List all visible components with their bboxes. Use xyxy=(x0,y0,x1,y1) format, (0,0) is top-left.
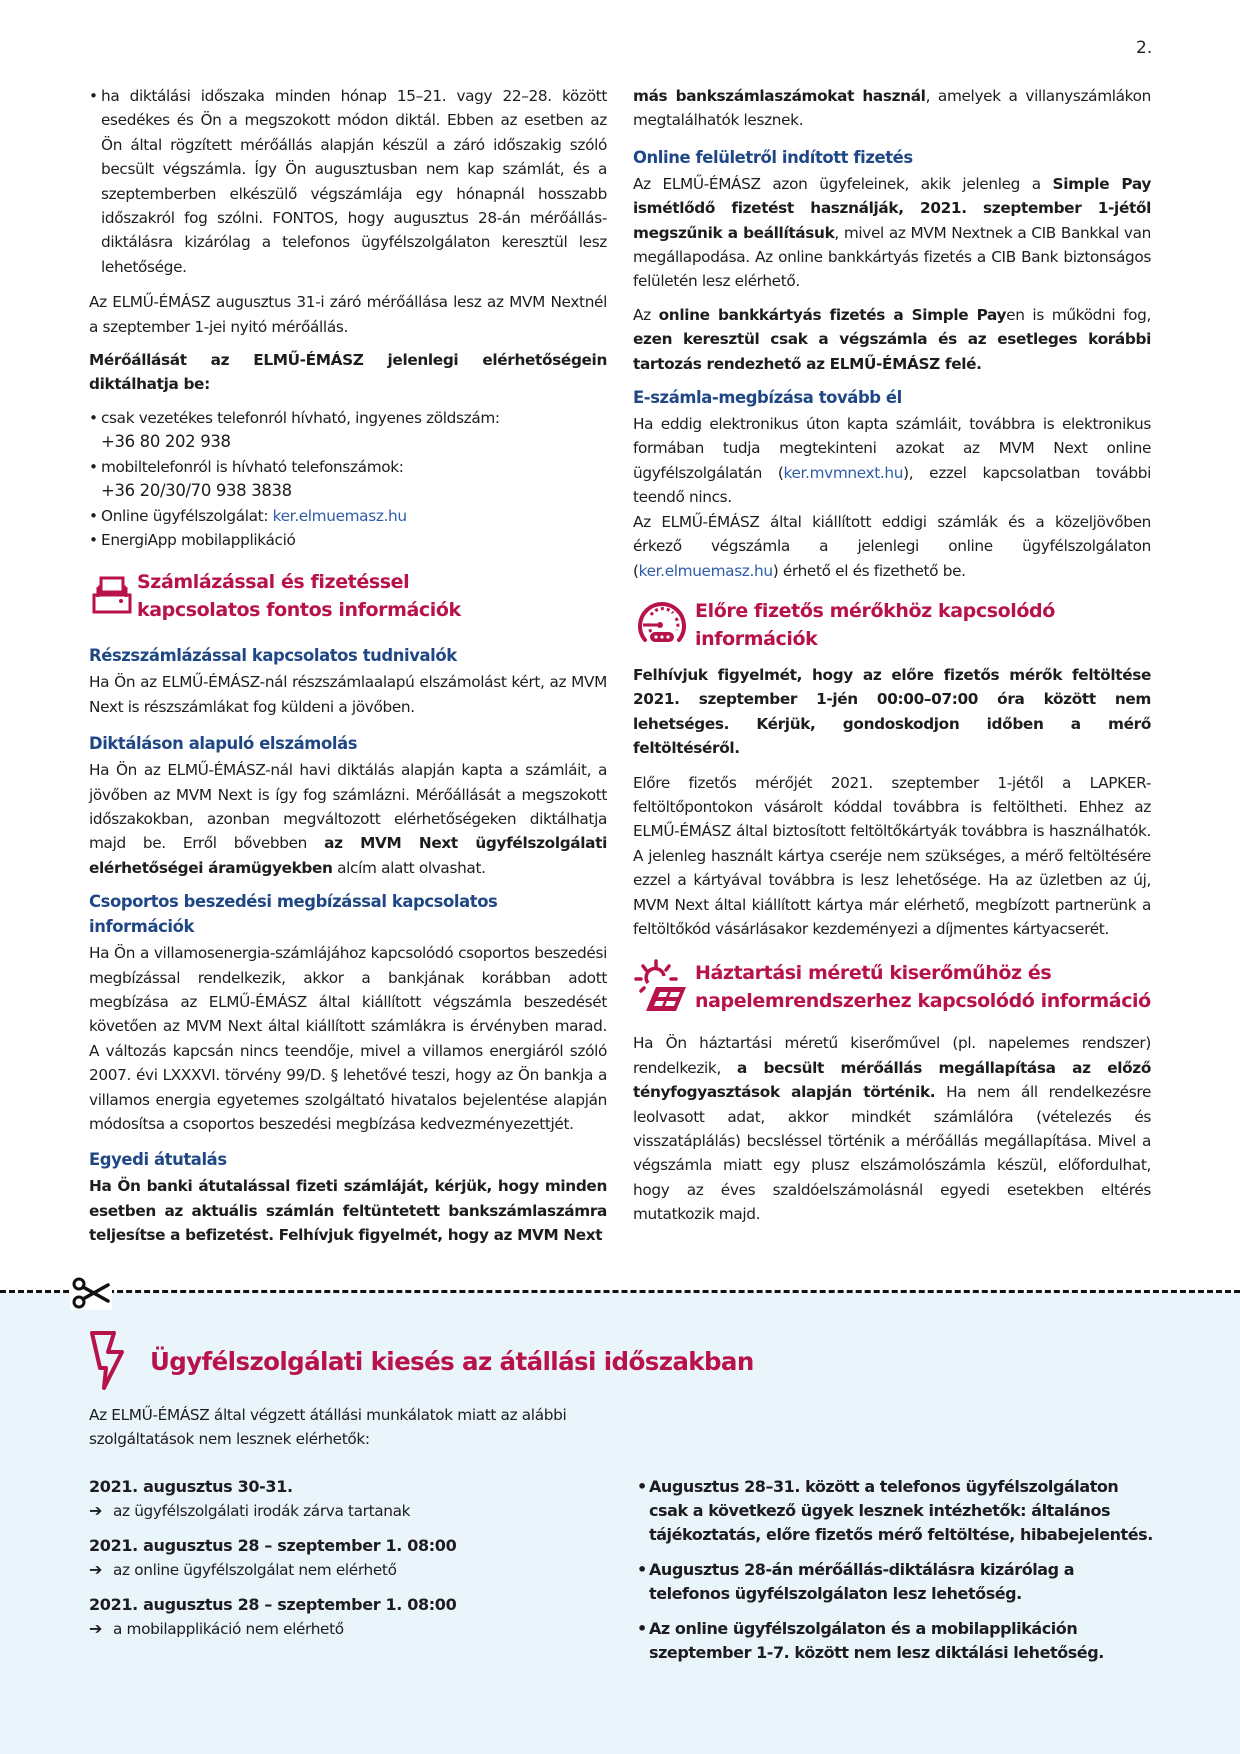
dictation-billing-title: Diktáláson alapuló elszámolás xyxy=(89,734,358,754)
solar-text xyxy=(633,1031,1151,1226)
arrow-right-icon: ➔ xyxy=(89,1501,103,1520)
list-item xyxy=(89,406,607,455)
prepaid-notice: Felhívjuk figyelmét, hogy az előre fizetős mérők feltöltése 2021. szeptember 1-jén 00:00–07:00 óra között nem lehetséges. Kérjük, gondoskodjon időben a mérő feltöltéséről. xyxy=(633,665,1151,758)
outage-note: az ügyfélszolgálati irodák zárva tartanak xyxy=(113,1502,411,1520)
contact-text: csak vezetékes telefonról hívható, ingyenes zöldszám: xyxy=(101,408,500,427)
simplepay-text1: Az xyxy=(633,305,659,324)
solar-panel-icon xyxy=(629,959,695,1015)
list-item xyxy=(89,528,607,552)
closing-reading-text: Az ELMŰ-ÉMÁSZ augusztus 31-i záró mérőállása lesz az MVM Nextnél a szeptember 1-jei nyitó mérőállás. xyxy=(89,293,607,336)
transfer-title: Egyedi átutalás xyxy=(89,1150,227,1170)
elmuemasz-link[interactable]: ker.elmuemasz.hu xyxy=(638,561,773,580)
solar-bold: a becsült mérőállás megállapítása az előző tényfogyasztások alapján történik. xyxy=(633,1058,1152,1102)
outage-title: Ügyfélszolgálati kiesés az átállási időszakban xyxy=(150,1346,754,1376)
meter-gauge-icon xyxy=(629,598,695,652)
list-item xyxy=(89,455,607,504)
outage-note: az online ügyfélszolgálat nem elérhető xyxy=(113,1561,397,1579)
prepaid-title: Előre fizetős mérőkhöz kapcsolódó információk xyxy=(695,599,1055,650)
list-item: • Az online ügyfélszolgálaton és a mobilapplikáción szeptember 1-7. között nem lesz diktálási lehetőség. xyxy=(637,1617,1157,1665)
outage-item xyxy=(89,1534,609,1582)
online-bold1: Simple Pay ismétlődő fizetést használják, 2021. szeptember 1-jétől megszűnik a beállításuk xyxy=(633,174,1151,242)
billing-section-heading xyxy=(89,568,607,624)
solar-text2: Ha nem áll rendelkezésre leolvasott adat, akkor mindkét számlálóra (vételezés és visszatáplálás) becsléssel történik a mérőállás megállapítása. Mivel a végszámla miatt egy plusz elszámolószámla készül, előfordulhat, hogy az éves szaldóelszámolásnál egyedi esetekben eltérés mutatkozik majd. xyxy=(633,1083,1152,1224)
contact-text: mobiltelefonról is hívható telefonszámok: xyxy=(101,457,404,476)
contact-text: Online ügyfélszolgálat: xyxy=(101,506,273,525)
billing-title-line2: kapcsolatos fontos információk xyxy=(137,599,461,622)
einvoice-title: E-számla-megbízása tovább él xyxy=(633,388,902,408)
right-column xyxy=(633,84,1151,1227)
outage-date: 2021. augusztus 30-31. xyxy=(89,1477,293,1496)
simplepay-text2: en is működni fog, xyxy=(1006,305,1151,324)
outage-date: 2021. augusztus 28 – szeptember 1. 08:00 xyxy=(89,1536,457,1555)
billing-title-line1: Számlázással és fizetéssel xyxy=(137,571,410,594)
einvoice-text xyxy=(633,412,1151,583)
page-number: 2. xyxy=(1136,38,1153,58)
phone-number: +36 20/30/70 938 3838 xyxy=(101,481,292,501)
list-item: • Augusztus 28–31. között a telefonos ügyfélszolgálaton csak a következő ügyek lesznek intézhetők: általános tájékoztatás, előre fizetős mérő feltöltése, hibabejelentés. xyxy=(637,1475,1157,1547)
dictation-bold: az MVM Next ügyfélszolgálati elérhetőségei áramügyekben xyxy=(89,834,608,877)
partial-billing-title: Részszámlázással kapcsolatos tudnivalók xyxy=(89,646,457,666)
outage-list xyxy=(89,1475,609,1641)
simplepay-bold1: online bankkártyás fizetés a Simple Pay xyxy=(658,305,1007,324)
outage-item xyxy=(89,1475,609,1523)
prepaid-section-heading xyxy=(633,597,1151,653)
scissors-icon xyxy=(70,1276,112,1310)
einvoice-text1: Ha eddig elektronikus úton kapta számláit, továbbra is elektronikus formában tudja megtekinteni azokat az MVM Next online ügyfélszolgálatán ( xyxy=(633,415,1151,482)
list-item: • ha diktálási időszaka minden hónap 15–21. vagy 22–28. között esedékes és Ön a megszokott módon diktál. Ebben az esetben az Ön által rögzített mérőállás alapján készül a záró időszakig szóló becsült végszámla. Így Ön augusztusban nem kap számlát, és a szeptemberben elkészülő végszámlája egy hónapnál hosszabb időszakról fog szólni. FONTOS, hogy augusztus 28-án mérőállás-diktálásra kizárólag a telefonos ügyfélszolgálaton keresztül lesz lehetősége. xyxy=(89,84,607,279)
outage-date: 2021. augusztus 28 – szeptember 1. 08:00 xyxy=(89,1595,457,1614)
dictation-tail: alcím alatt olvashat. xyxy=(332,858,486,877)
outage-notes-list xyxy=(637,1475,1157,1665)
lightning-bolt-icon xyxy=(88,1330,150,1392)
outage-intro: Az ELMŰ-ÉMÁSZ által végzett átállási munkálatok miatt az alábbi szolgáltatások nem lesznek elérhetők: xyxy=(89,1406,567,1449)
cut-line-divider xyxy=(0,1290,1240,1293)
partial-billing-text: Ha Ön az ELMŰ-ÉMÁSZ-nál részszámlaalapú elszámolást kért, az MVM Next is részszámlákat fog küldeni a jövőben. xyxy=(89,673,607,716)
dictate-heading: Mérőállását az ELMŰ-ÉMÁSZ jelenlegi elérhetőségein diktálhatja be: xyxy=(89,351,607,394)
transfer-text: Ha Ön banki átutalással fizeti számláját, kérjük, hogy minden esetben az aktuális számlán feltüntetett bankszámlaszámra teljesítse a befizetést. Felhívjuk figyelmét, hogy az MVM Next xyxy=(89,1177,607,1245)
einvoice-text4: ) érhető el és fizethető be. xyxy=(772,561,966,580)
contact-text: EnergiApp mobilapplikáció xyxy=(101,530,296,549)
solar-title-line2: napelemrendszerhez kapcsolódó információ xyxy=(695,990,1151,1013)
mvmnext-link[interactable]: ker.mvmnext.hu xyxy=(783,463,904,482)
left-column xyxy=(89,84,607,1248)
transfer-cont-bold: más bankszámlaszámokat használ xyxy=(633,87,926,105)
dictation-billing-text xyxy=(89,758,607,880)
intro-bullet-list xyxy=(89,84,607,279)
online-payment-title: Online felületről indított fizetés xyxy=(633,147,913,167)
simplepay-text xyxy=(633,303,1151,376)
simplepay-bold2: ezen keresztül csak a végszámla és az esetleges korábbi tartozás rendezhető az ELMŰ-ÉMÁSZ felé. xyxy=(633,330,1151,373)
list-item: • Augusztus 28-án mérőállás-diktálásra kizárólag a telefonos ügyfélszolgálaton lesz lehetőség. xyxy=(637,1558,1157,1606)
group-collection-title: Csoportos beszedési megbízással kapcsolatos információk xyxy=(89,892,498,937)
solar-section-heading xyxy=(633,959,1151,1015)
phone-number: +36 80 202 938 xyxy=(101,432,231,452)
outage-item xyxy=(89,1593,609,1641)
outage-note: a mobilapplikáció nem elérhető xyxy=(113,1620,344,1638)
prepaid-text: Előre fizetős mérőjét 2021. szeptember 1-jétől a LAPKER-feltöltőpontokon vásárolt kóddal továbbra is feltöltheti. Ehhez az ELMŰ-ÉMÁSZ által biztosított feltöltőkártyák továbbra is használhatók. A jelenleg használt kártya cseréje nem szükséges, a mérő feltöltésére ezzel a kártyával továbbra is lesz lehetősége. Ha az üzletben az új, MVM Next által kiállított kártya már elérhető, megbízott partnerünk a feltöltőkód vásárlásakor kezdeményezi a díjmentes kártyacserét. xyxy=(633,773,1151,938)
transfer-continuation xyxy=(633,84,1151,133)
contact-list xyxy=(89,406,607,552)
printer-icon xyxy=(87,575,137,617)
arrow-right-icon: ➔ xyxy=(89,1560,103,1579)
online-text2: , mivel az MVM Nextnek a CIB Bankkal van megállapodása. Az online bankkártyás fizetés a CIB Bank biztonságos felületén lesz elérhető. xyxy=(633,223,1152,291)
solar-text1: Ha Ön háztartási méretű kiserőművel (pl. napelemes rendszer) rendelkezik, xyxy=(633,1034,1151,1077)
solar-title-line1: Háztartási méretű kiserőműhöz és xyxy=(695,962,1052,985)
arrow-right-icon: ➔ xyxy=(89,1619,103,1638)
elmuemasz-link[interactable]: ker.elmuemasz.hu xyxy=(272,506,407,525)
einvoice-text3: Az ELMŰ-ÉMÁSZ által kiállított eddigi számlák és a közeljövőben érkező végszámla a jelenlegi online ügyfélszolgálaton ( xyxy=(633,512,1151,580)
online-text1: Az ELMŰ-ÉMÁSZ azon ügyfeleinek, akik jelenleg a xyxy=(633,174,1053,193)
online-payment-text xyxy=(633,172,1151,294)
group-collection-text: Ha Ön a villamosenergia-számlájához kapcsolódó csoportos beszedési megbízással rendelkezik, akkor a bankjának korábban adott megbízása az ELMŰ-ÉMÁSZ által kiállított végszámla beszedését követően az MVM Next által kiállított számlákra is érvényben marad. A változás kapcsán nincs teendője, mivel a villamos energiáról szóló 2007. évi LXXXVI. törvény 99/D. § lehetővé teszi, hogy az Ön bankja a villamos energia egyetemes szolgáltató hivatalos bejelentése alapján módosítsa a csoportos beszedési megbízása kedvezményezettjét. xyxy=(89,944,607,1133)
list-item xyxy=(89,504,607,528)
dictation-text: Ha Ön az ELMŰ-ÉMÁSZ-nál havi diktálás alapján kapta a számláit, a jövőben az MVM Next is így fog számlázni. Mérőállását a megszokott időszakokban, azonban megváltozott elérhetőségeken diktálhatja majd be. Erről bővebben xyxy=(89,761,607,853)
transfer-cont-text: , amelyek a villanyszámlákon megtalálhatók lesznek. xyxy=(633,87,1151,130)
einvoice-text2: ), ezzel kapcsolatban további teendő nincs. xyxy=(633,463,1151,507)
outage-heading xyxy=(88,1330,754,1392)
